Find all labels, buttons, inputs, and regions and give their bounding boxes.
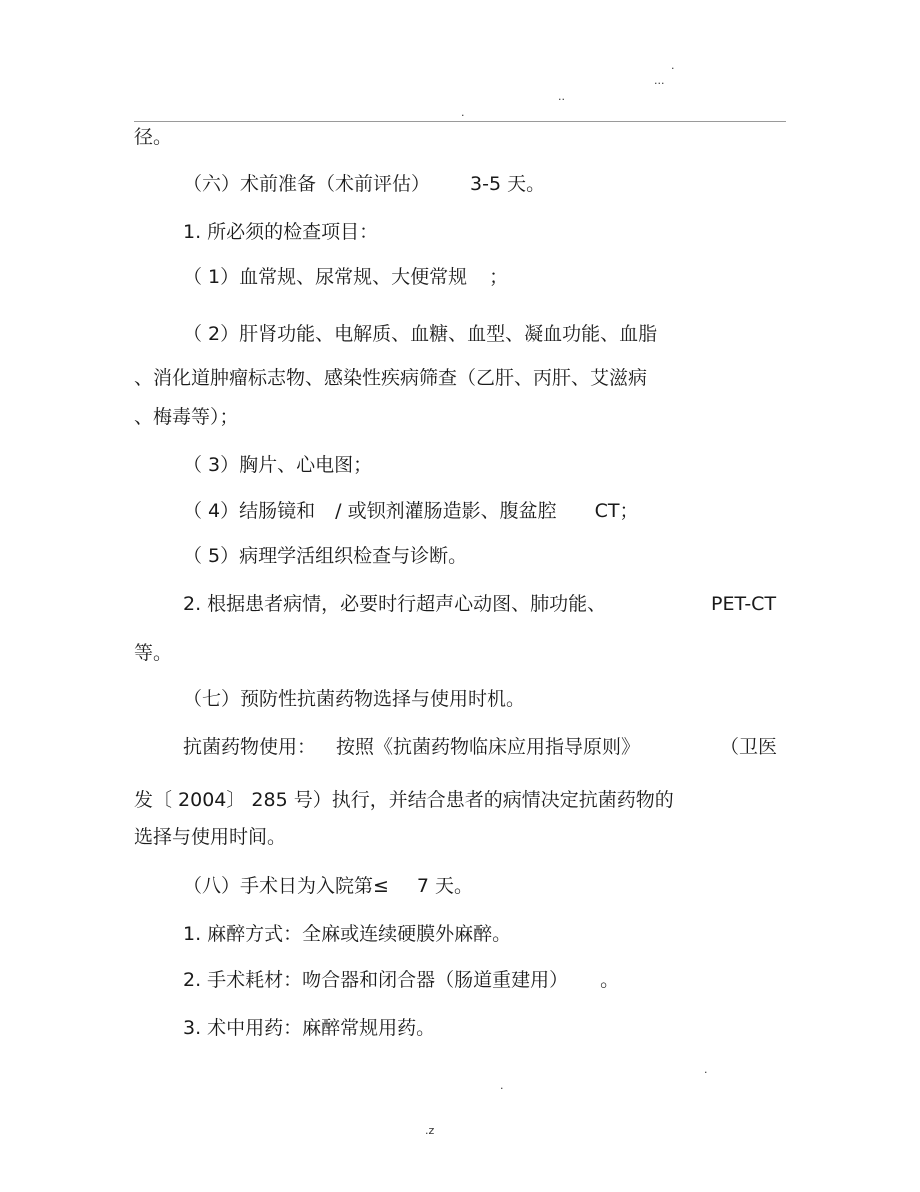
section-heading: （八）手术日为入院第≤ 7 天。 bbox=[183, 875, 474, 897]
list-item: （ 5）病理学活组织检查与诊断。 bbox=[183, 545, 468, 567]
list-item: （ 3）胸片、心电图； bbox=[183, 454, 373, 476]
section-heading: （七）预防性抗菌药物选择与使用时机。 bbox=[183, 688, 526, 710]
footer-mark: . bbox=[500, 1079, 504, 1092]
section-heading: （六）术前准备（术前评估） 3-5 天。 bbox=[183, 173, 546, 195]
page-footer: .z bbox=[425, 1124, 435, 1137]
list-item: （ 2）肝肾功能、电解质、血糖、血型、凝血功能、血脂 bbox=[183, 323, 658, 345]
text-line: 径。 bbox=[134, 126, 173, 148]
text-line: 、梅毒等）； bbox=[134, 406, 239, 428]
list-item: （ 1）血常规、尿常规、大便常规 ； bbox=[183, 266, 509, 288]
text-line: 选择与使用时间。 bbox=[134, 826, 287, 848]
header-mark: .. bbox=[558, 90, 565, 103]
header-mark: . bbox=[671, 59, 675, 72]
footer-mark: . bbox=[704, 1063, 708, 1076]
text-line: 发〔 2004〕 285 号）执行，并结合患者的病情决定抗菌药物的 bbox=[134, 789, 674, 811]
text-line: 抗菌药物使用： 按照《抗菌药物临床应用指导原则》 bbox=[183, 736, 641, 758]
header-mark: ... bbox=[654, 74, 665, 87]
text-line: 2. 根据患者病情，必要时行超声心动图、肺功能、 bbox=[183, 593, 607, 615]
text-line: （卫医 bbox=[720, 736, 778, 758]
text-line: PET-CT bbox=[711, 593, 777, 615]
header-rule bbox=[134, 121, 786, 122]
text-line: 1. 所必须的检查项目： bbox=[183, 221, 379, 243]
list-item: （ 4）结肠镜和 / 或钡剂灌肠造影、腹盆腔 CT； bbox=[183, 500, 639, 522]
list-item: 1. 麻醉方式：全麻或连续硬膜外麻醉。 bbox=[183, 923, 512, 945]
list-item: 2. 手术耗材：吻合器和闭合器（肠道重建用） 。 bbox=[183, 969, 620, 991]
text-line: 等。 bbox=[134, 642, 173, 664]
text-line: 、消化道肿瘤标志物、感染性疾病筛查（乙肝、丙肝、艾滋病 bbox=[134, 367, 648, 389]
list-item: 3. 术中用药：麻醉常规用药。 bbox=[183, 1017, 436, 1039]
header-mark: . bbox=[461, 106, 465, 119]
